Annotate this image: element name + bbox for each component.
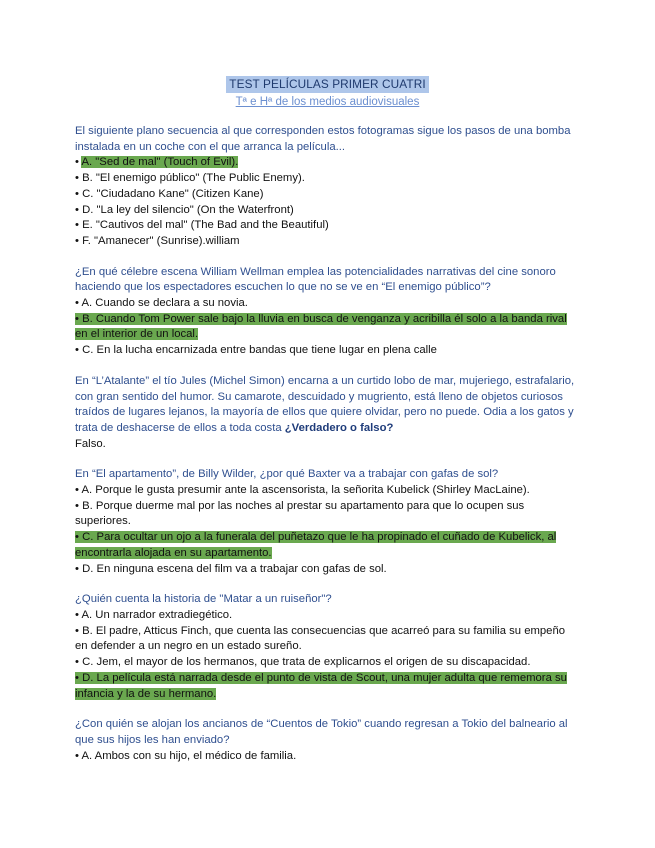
option-c — [75, 655, 575, 671]
document-title: TEST PELÍCULAS PRIMER CUATRI — [226, 76, 428, 93]
bullet: • — [75, 499, 79, 512]
option-d — [75, 562, 575, 578]
document-subtitle-link[interactable]: Tª e Hª de los medios audiovisuales — [235, 96, 420, 108]
bullet: • — [75, 297, 79, 310]
option-e — [75, 218, 575, 234]
question-emphasis: ¿Verdadero o falso? — [284, 421, 394, 434]
bullet: • — [75, 312, 79, 325]
option-text: F. "Amanecer" (Sunrise).william — [82, 234, 240, 247]
bullet: • — [75, 656, 79, 669]
option-a — [75, 749, 575, 765]
question-body: En “L’Atalante” el tío Jules (Michel Simon) encarna a un curtido lobo de mar, mujeriego, estrafalario, con gran sentido del humor. Su camarote, descuidado y mugriento, está lleno de objetos curiosos traídos de lugares lejanos, la mayoría de ellos que quiere olvidar, pero no puede. Odia a los gatos y trata de deshacerse de ellos a toda costa — [75, 374, 575, 434]
option-c — [75, 530, 575, 561]
option-text: A. Porque le gusta presumir ante la ascensorista, la señorita Kubelick (Shirley MacLaine). — [81, 484, 530, 497]
question-text: En “El apartamento”, de Billy Wilder, ¿por qué Baxter va a trabajar con gafas de sol? — [75, 468, 499, 481]
option-c — [75, 343, 575, 359]
option-a — [75, 483, 575, 499]
bullet: • — [75, 344, 79, 357]
correct-option-text: A. "Sed de mal" (Touch of Evil). — [81, 156, 239, 169]
bullet: • — [75, 531, 79, 544]
option-b — [75, 624, 575, 655]
question-2 — [75, 265, 575, 359]
bullet: • — [75, 187, 79, 200]
question-5 — [75, 592, 575, 702]
question-1 — [75, 124, 575, 250]
option-b — [75, 171, 575, 187]
question-6 — [75, 717, 575, 764]
document-header — [0, 76, 655, 110]
questions-list — [75, 124, 575, 779]
option-a — [75, 296, 575, 312]
bullet: • — [75, 484, 79, 497]
option-text: B. El padre, Atticus Finch, que cuenta las consecuencias que acarreó para su familia su empeño en defender a un negro en un estado sureño. — [75, 624, 566, 653]
option-c — [75, 187, 575, 203]
option-b — [75, 499, 575, 530]
bullet: • — [75, 203, 79, 216]
correct-option-text: C. Para ocultar un ojo a la funerala del puñetazo que le ha propinado el cuñado de Kubelick, al encontrarla alojada en su apartamento. — [75, 531, 557, 559]
bullet: • — [75, 624, 79, 637]
option-text: A. Ambos con su hijo, el médico de familia. — [81, 749, 297, 762]
bullet: • — [75, 608, 79, 621]
question-text: ¿En qué célebre escena William Wellman emplea las potencialidades narrativas del cine sonoro haciendo que los espectadores escuchen lo que no se ve en “El enemigo público”? — [75, 265, 556, 294]
correct-option-text: B. Cuando Tom Power sale bajo la lluvia en busca de venganza y acribilla él solo a la banda rival en el interior de un local. — [75, 312, 567, 341]
option-f — [75, 234, 575, 250]
question-4 — [75, 467, 575, 577]
option-a — [75, 155, 575, 171]
bullet: • — [75, 156, 79, 169]
correct-option-text: D. La película está narrada desde el punto de vista de Scout, una mujer adulta que rememora su infancia y la de su hermano. — [75, 671, 567, 700]
bullet: • — [75, 749, 79, 762]
option-text: B. "El enemigo público" (The Public Enemy). — [82, 172, 305, 185]
bullet: • — [75, 172, 79, 185]
option-text: C. "Ciudadano Kane" (Citizen Kane) — [82, 187, 264, 200]
bullet: • — [75, 234, 79, 247]
bullet: • — [75, 671, 79, 684]
option-text: C. En la lucha encarnizada entre bandas que tiene lugar en plena calle — [82, 344, 437, 357]
answer-text: Falso. — [75, 437, 106, 450]
bullet: • — [75, 219, 79, 232]
question-text: ¿Con quién se alojan los ancianos de “Cuentos de Tokio” cuando regresan a Tokio del balneario al que sus hijos les han enviado? — [75, 718, 568, 746]
bullet: • — [75, 562, 79, 575]
option-text: D. En ninguna escena del film va a trabajar con gafas de sol. — [82, 562, 387, 575]
option-text: B. Porque duerme mal por las noches al prestar su apartamento para que lo ocupen sus superiores. — [75, 499, 525, 528]
option-a — [75, 608, 575, 624]
question-3 — [75, 374, 575, 453]
option-text: A. Cuando se declara a su novia. — [81, 297, 248, 310]
question-text: ¿Quién cuenta la historia de "Matar a un ruiseñor"? — [75, 593, 332, 606]
option-d — [75, 671, 575, 702]
option-d — [75, 203, 575, 219]
option-text: D. "La ley del silencio" (On the Waterfront) — [82, 203, 294, 216]
option-text: A. Un narrador extradiegético. — [81, 608, 233, 621]
question-text: El siguiente plano secuencia al que corresponden estos fotogramas sigue los pasos de una bomba instalada en un coche con el que arranca la película... — [75, 125, 571, 153]
question-text — [75, 374, 575, 437]
option-text: C. Jem, el mayor de los hermanos, que trata de explicarnos el origen de su discapacidad. — [82, 656, 531, 669]
option-text: E. "Cautivos del mal" (The Bad and the Beautiful) — [82, 219, 329, 232]
option-b — [75, 312, 575, 343]
